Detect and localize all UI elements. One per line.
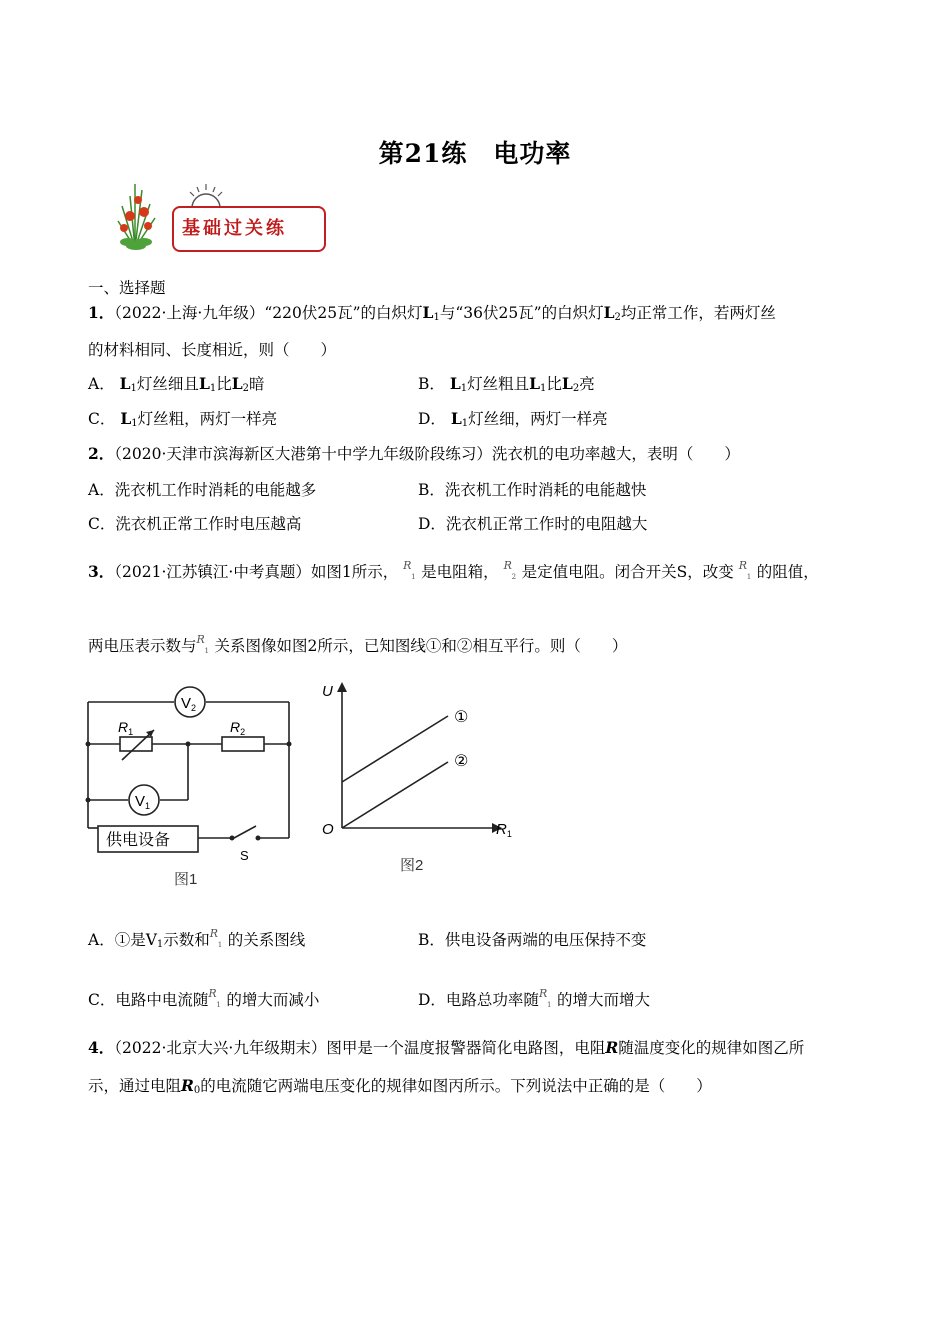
question-3: 3．（2021·江苏镇江·中考真题）如图1所示， R 1 是电阻箱， R 2 是定值电阻。闭合开关S，改变 R 1 的阻值，: [88, 562, 819, 586]
option-1a[interactable]: A． $L_1$灯丝细且$L_1$比$L_2$暗: [88, 374, 265, 394]
option-3b[interactable]: B．供电设备两端的电压保持不变: [418, 931, 647, 949]
option-1c[interactable]: C． $L_1$灯丝粗，两灯一样亮: [88, 409, 278, 429]
svg-text:S: S: [240, 848, 249, 863]
svg-text:R2: $R_2$: [230, 719, 246, 737]
flower-illustration: [100, 176, 170, 252]
svg-text:O: O: [322, 821, 334, 838]
r1-symbol: R 1: [403, 559, 416, 581]
section-heading: 一、选择题: [88, 279, 166, 297]
question-1-line2: 的材料相同、长度相近，则（ ）: [88, 341, 337, 359]
page-title: 第21练 电功率: [378, 139, 572, 168]
option-1b[interactable]: B． $L_1$灯丝粗且$L_1$比$L_2$亮: [418, 374, 595, 394]
figure-1-circuit: [84, 680, 296, 890]
r2-symbol: R 2: [503, 559, 517, 581]
question-1: 1．（2022·上海·九年级）“220伏25瓦”的白炽灯$L_1$与“36伏25瓦”的白炽灯$L_2$均正常工作，若两灯丝: [88, 303, 776, 323]
svg-text:U: U: [322, 683, 333, 700]
question-4: 4．（2022·北京大兴·九年级期末）图甲是一个温度报警器简化电路图，电阻R随温度变化的规律如图乙所: [88, 1038, 805, 1057]
option-3c[interactable]: C．电路中电流随R 1 的增大而减小: [88, 987, 320, 1009]
r1-symbol: R 1: [196, 633, 209, 655]
option-2a[interactable]: A．洗衣机工作时消耗的电能越多: [88, 481, 317, 499]
svg-text:R1: $R_1$: [496, 821, 512, 839]
option-1d[interactable]: D． $L_1$灯丝细，两灯一样亮: [418, 409, 608, 429]
svg-text:V1: $V_1$: [135, 793, 151, 811]
badge-label: 基础过关练: [182, 218, 287, 239]
option-2d[interactable]: D．洗衣机正常工作时的电阻越大: [418, 515, 648, 533]
question-4-line2: 示，通过电阻$R_0$的电流随它两端电压变化的规律如图丙所示。下列说法中正确的是（ ）: [88, 1076, 712, 1096]
r1-symbol: R 1: [738, 559, 752, 581]
svg-text:②: ②: [454, 753, 469, 770]
svg-text:图1: 图1: [174, 871, 198, 888]
question-2: 2．（2020·天津市滨海新区大港第十中学九年级阶段练习）洗衣机的电功率越大，表明（ ）: [88, 444, 740, 463]
option-2c[interactable]: C．洗衣机正常工作时电压越高: [88, 515, 302, 533]
option-3a[interactable]: A．①是$V_1$示数和R 1 的关系图线: [88, 927, 306, 950]
option-2b[interactable]: B．洗衣机工作时消耗的电能越快: [418, 481, 647, 499]
svg-text:图2: 图2: [400, 857, 424, 874]
figure-2-graph: [314, 676, 526, 876]
svg-text:①: ①: [454, 709, 469, 726]
option-3d[interactable]: D．电路总功率随R 1 的增大而增大: [418, 987, 650, 1009]
svg-text:R1: $R_1$: [118, 719, 134, 737]
question-3-line2: 两电压表示数与R 1 关系图像如图2所示，已知图线①和②相互平行。则（ ）: [88, 636, 627, 660]
svg-text:V2: $V_2$: [181, 695, 197, 713]
svg-text:供电设备: 供电设备: [106, 832, 171, 849]
